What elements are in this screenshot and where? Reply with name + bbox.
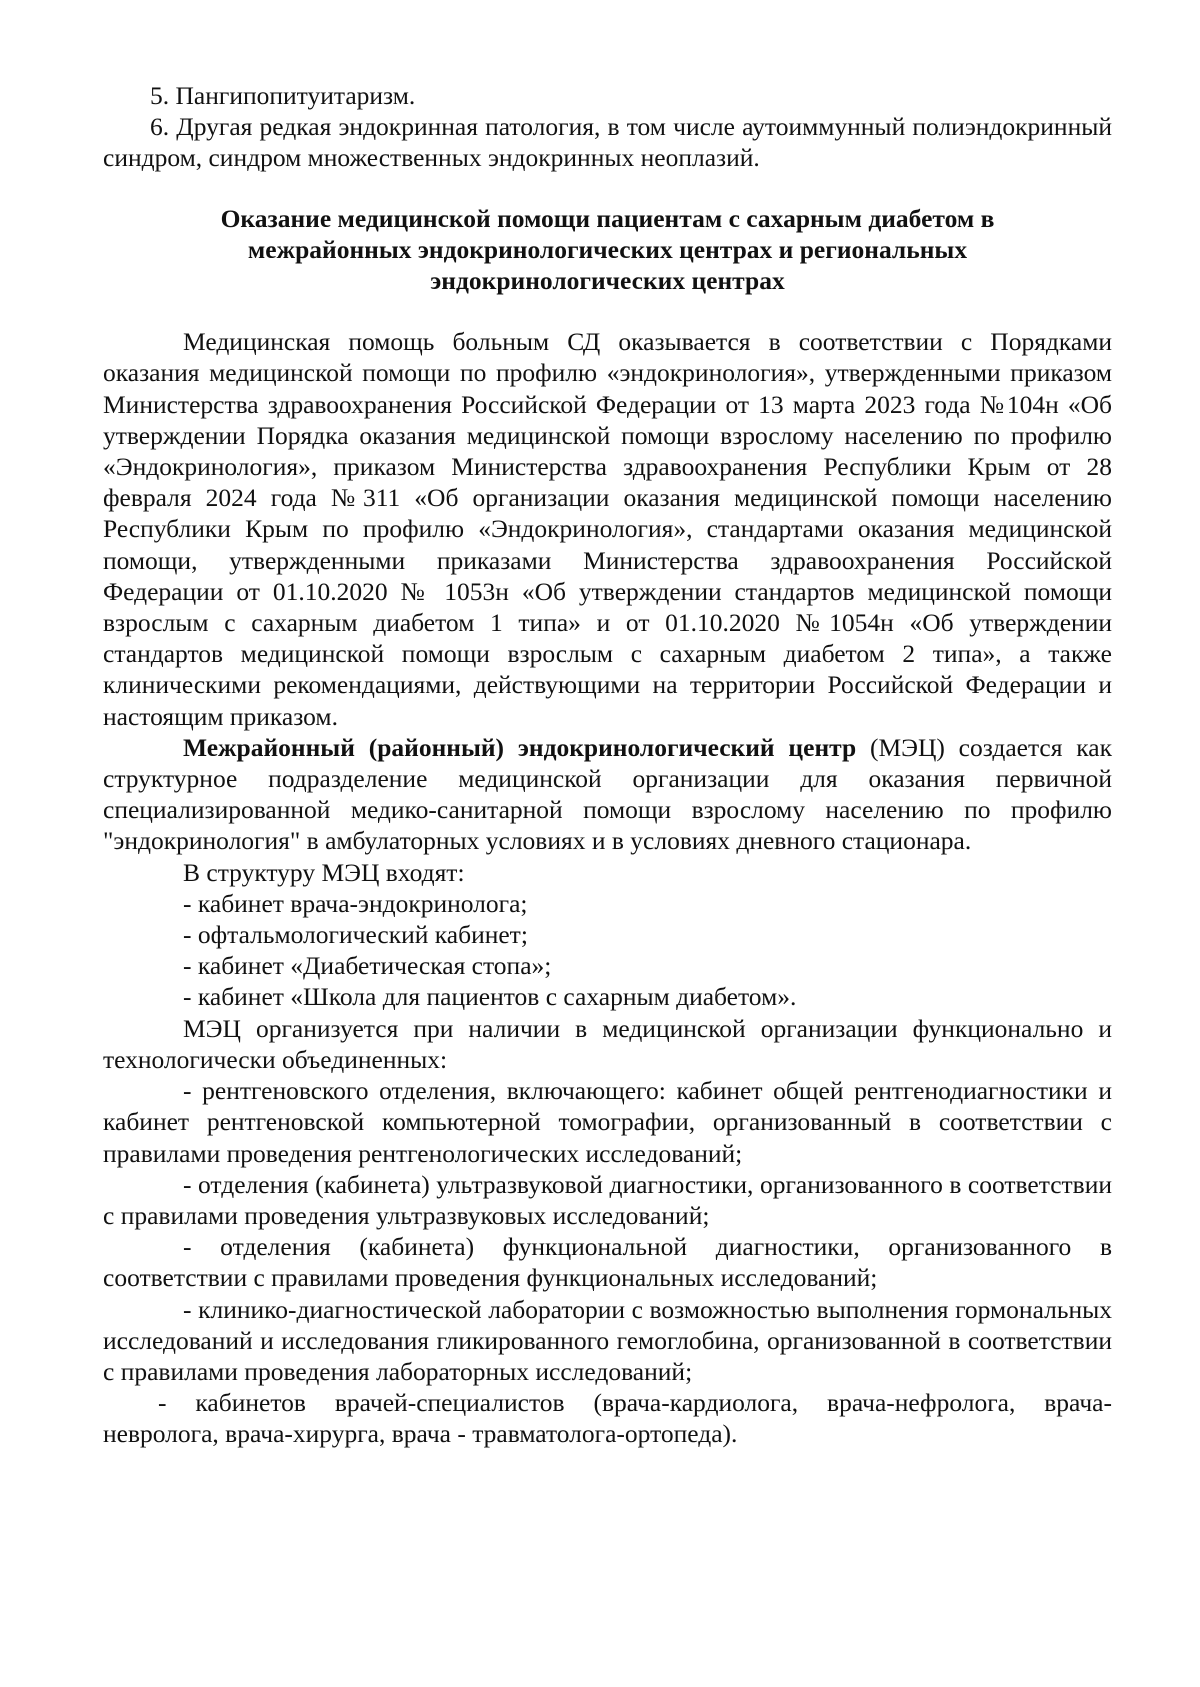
mec-term: Межрайонный (районный) эндокринологический центр xyxy=(183,732,857,762)
unit-item: - отделения (кабинета) функциональной диагностики, организованного в соответствии с правилами проведения функциональных исследований; xyxy=(103,1232,1112,1293)
structure-title: В структуру МЭЦ входят: xyxy=(183,857,465,887)
structure-item: - офтальмологический кабинет; xyxy=(183,920,528,950)
unit-item: - клинико-диагностической лаборатории с возможностью выполнения гормональных исследований и исследования гликированного гемоглобина, организованной в соответствии с правилами проведения лабораторных исследований; xyxy=(103,1294,1112,1386)
unit-item: - рентгеновского отделения, включающего: кабинет общей рентгенодиагностики и кабинет рентгеновской компьютерной томографии, организованный в соответствии с правилами проведения рентгенологических исследований; xyxy=(103,1076,1112,1168)
structure-item: - кабинет «Школа для пациентов с сахарным диабетом». xyxy=(183,982,797,1012)
paragraph-medical-care: Медицинская помощь больным СД оказывается в соответствии с Порядками оказания медицинской помощи по профилю «эндокринология», утвержденными приказом Министерства здравоохранения Российской Федерации от 13 марта 2023 года №104н «Об утверждении Порядка оказания медицинской помощи взрослому населению по профилю «Эндокринология», приказом Министерства здравоохранения Республики Крым от 28 февраля 2024 года №311 «Об организации оказания медицинской помощи населению Республики Крым по профилю «Эндокринология», стандартами оказания медицинской помощи, утвержденными приказами Министерства здравоохранения Российской Федерации от 01.10.2020 № 1053н «Об утверждении стандартов медицинской помощи взрослым с сахарным диабетом 1 типа» и от 01.10.2020 №1054н «Об утверждении стандартов медицинской помощи взрослым с сахарным диабетом 2 типа», а также клиническими рекомендациями, действующими на территории Российской Федерации и настоящим приказом. xyxy=(103,327,1112,731)
structure-item: - кабинет врача-эндокринолога; xyxy=(183,888,528,918)
unit-item: - кабинетов врачей-специалистов (врача-кардиолога, врача-нефролога, врача-невролога, врача-хирурга, врача - травматолога-ортопеда). xyxy=(103,1388,1112,1449)
section-heading: Оказание медицинской помощи пациентам с сахарным диабетом в межрайонных эндокринологических центрах и региональных эндокринологических центрах xyxy=(220,203,995,296)
unit-item: - отделения (кабинета) ультразвуковой диагностики, организованного в соответствии с правилами проведения ультразвуковых исследований; xyxy=(103,1169,1112,1230)
paragraph-mec-definition xyxy=(103,732,1112,857)
list-item-6: 6. Другая редкая эндокринная патология, в том числе аутоиммунный полиэндокринный синдром, синдром множественных эндокринных неоплазий. xyxy=(103,112,1112,173)
structure-item: - кабинет «Диабетическая стопа»; xyxy=(183,951,552,981)
mec-definition-text: (МЭЦ) создается как структурное подразделение медицинской организации для оказания первичной специализированной медико-санитарной помощи взрослому населению по профилю "эндокринология" в амбулаторных условиях и в условиях дневного стационара. xyxy=(103,732,1112,856)
paragraph-mec-organization: МЭЦ организуется при наличии в медицинской организации функционально и технологически объединенных: xyxy=(103,1013,1112,1074)
list-item-5: 5. Пангипопитуитаризм. xyxy=(150,81,416,110)
